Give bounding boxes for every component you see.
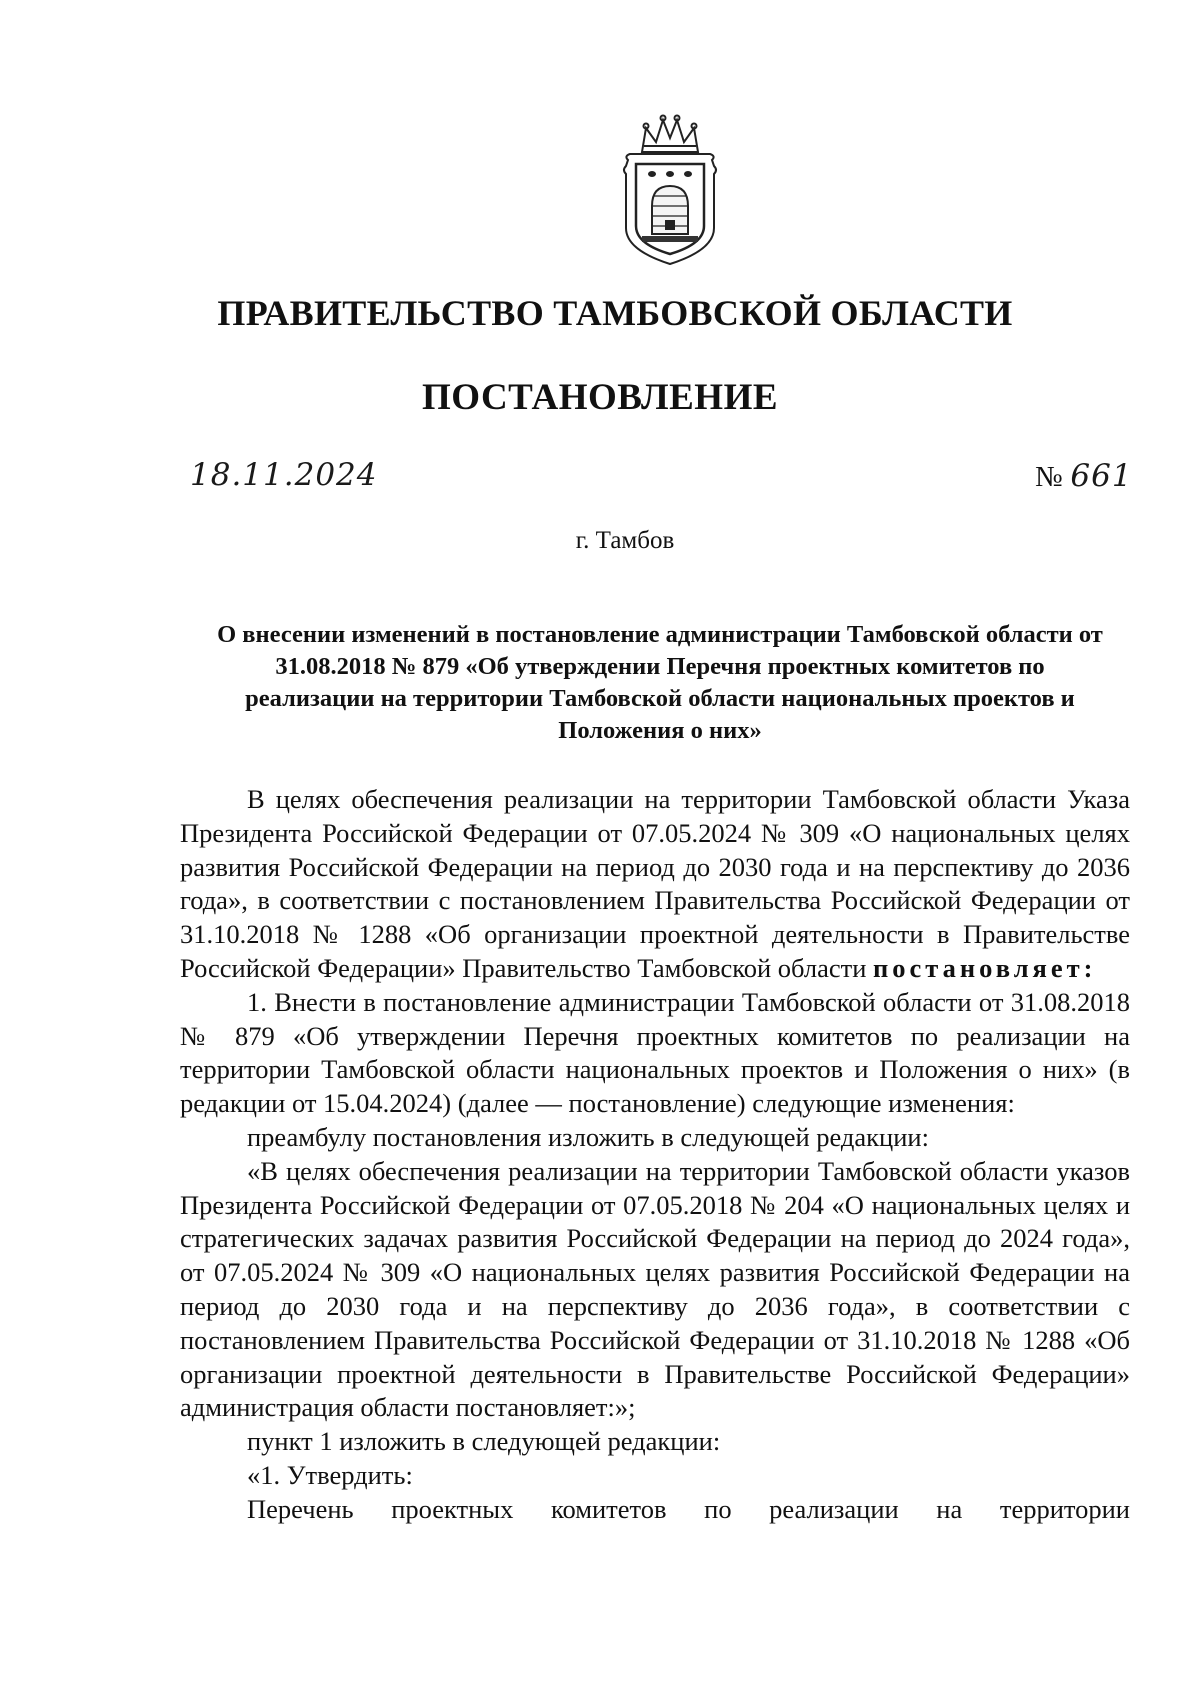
document-subject: О внесении изменений в постановление администрации Тамбовской области от 31.08.2018 № 879 «Об утверждении Перечня проектных комитетов по реализации на территории Тамбовской области национальных проектов и Положения о них» — [217, 621, 1103, 744]
decree-keyword: постановляет: — [873, 952, 1097, 983]
coat-of-arms-emblem — [620, 110, 720, 270]
paragraph-item-instruction: пункт 1 изложить в следующей редакции: — [247, 1426, 721, 1457]
city-line: г. Тамбов — [575, 527, 675, 554]
paragraph-preamble — [180, 783, 1130, 986]
paragraph-new-preamble: «В целях обеспечения реализации на территории Тамбовской области указов Президента Российской Федерации от 07.05.2018 № 204 «О национальных целях и стратегических задачах развития Российской Федерации на период до 2024 года», от 07.05.2024 № 309 «О национальных целях развития Российской Федерации на период до 2030 года и на перспективу до 2036 года», в соответствии с постановлением Правительства Российской Федерации от 31.10.2018 № 1288 «Об организации проектной деятельности в Правительстве Российской Федерации» администрация области постановляет:»; — [180, 1155, 1130, 1423]
document-number-value: 661 — [1070, 458, 1133, 494]
paragraph-item-1: 1. Внести в постановление администрации Тамбовской области от 31.08.2018 № 879 «Об утверждении Перечня проектных комитетов по реализации на территории Тамбовской области национальных проектов и Положения о них» (в редакции от 15.04.2024) (далее — постановление) следующие изменения: — [180, 986, 1130, 1119]
paragraph-approve: «1. Утвердить: — [247, 1459, 413, 1490]
document-date — [190, 457, 378, 493]
document-date-value: 18.11.2024 — [190, 457, 378, 493]
number-sign: № — [1035, 461, 1063, 493]
document-body — [180, 783, 1130, 1527]
document-number — [1035, 458, 1133, 494]
organization-title: ПРАВИТЕЛЬСТВО ТАМБОВСКОЙ ОБЛАСТИ — [217, 293, 1013, 333]
paragraph-list-start: Перечень проектных комитетов по реализации на территории — [247, 1493, 1130, 1524]
paragraph-preamble-text: В целях обеспечения реализации на территории Тамбовской области Указа Президента Российской Федерации от 07.05.2024 № 309 «О национальных целях развития Российской Федерации на период до 2030 года и на перспективу до 2036 года», в соответствии с постановлением Правительства Российской Федерации от 31.10.2018 № 1288 «Об организации проектной деятельности в Правительстве Российской Федерации» Правительство Тамбовской области — [180, 784, 1130, 983]
paragraph-preamble-instruction: преамбулу постановления изложить в следующей редакции: — [247, 1121, 929, 1152]
document-type-title: ПОСТАНОВЛЕНИЕ — [421, 377, 779, 418]
